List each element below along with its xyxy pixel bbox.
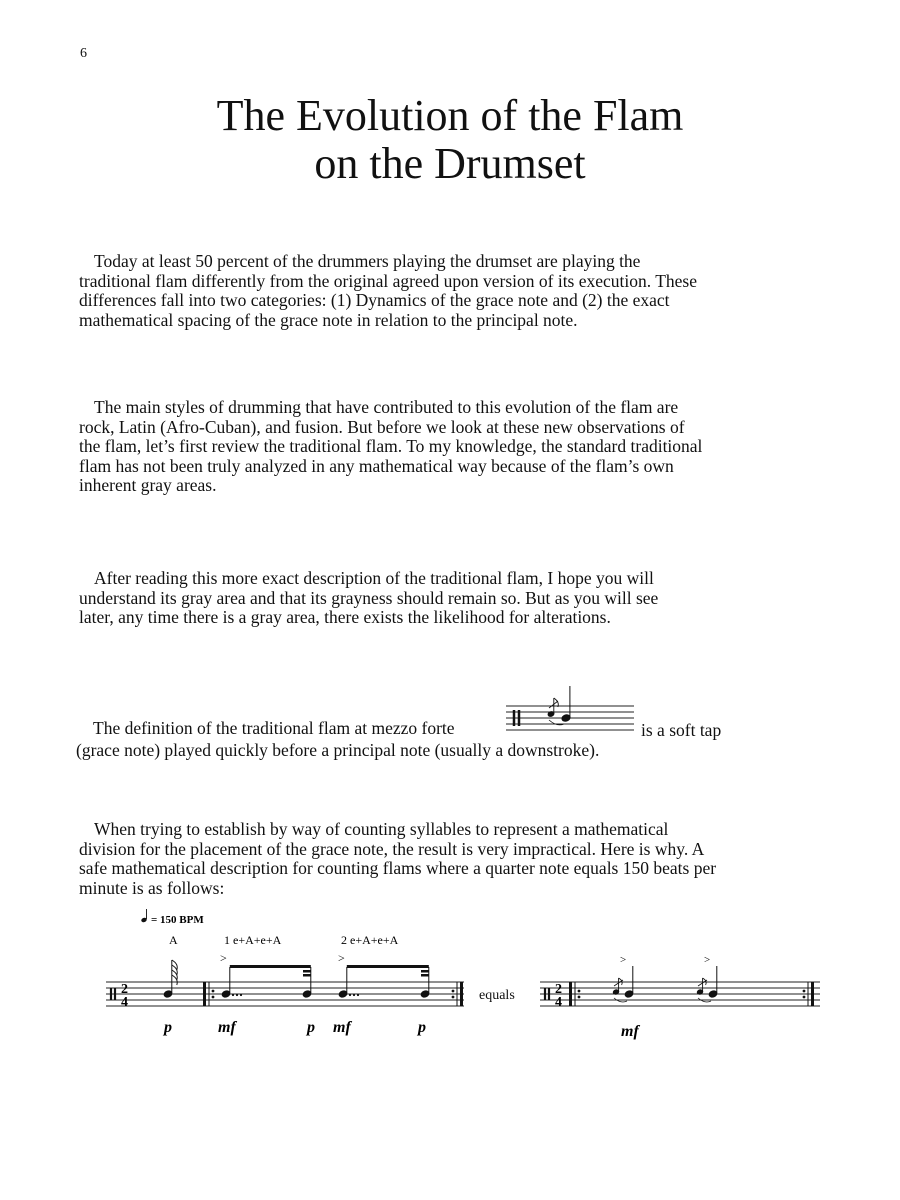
text-line: The main styles of drumming that have contributed to this evolution of the flam are	[94, 397, 679, 417]
time-signature-bottom: 4	[555, 995, 562, 1010]
paragraph-gray-area	[79, 569, 799, 628]
title-line-2: on the Drumset	[314, 139, 586, 188]
dynamic-marking: p	[164, 1019, 172, 1036]
text-line: minute is as follows:	[79, 877, 225, 898]
accent-icon: >	[338, 951, 345, 965]
dynamic-marking: mf	[333, 1019, 351, 1036]
text-line: division for the placement of the grace note, the result is very impractical. Here is why. A	[79, 838, 705, 859]
dynamics-markings	[162, 1019, 426, 1036]
definition-text-end: is a soft tap	[641, 720, 722, 740]
pickup-note-icon	[163, 960, 177, 998]
grace-note-icon	[547, 698, 558, 717]
equals-label: equals	[479, 988, 515, 1003]
flam-notation-figure	[506, 684, 638, 736]
dynamic-marking: p	[307, 1019, 315, 1036]
tempo-marking	[141, 909, 205, 926]
flam-note-icon	[697, 966, 718, 1002]
text-line: differences fall into two categories: (1) Dynamics of the grace note and (2) the exact	[79, 290, 670, 310]
tempo-text: = 150 BPM	[151, 914, 204, 926]
pickup-count: A	[169, 933, 178, 947]
principal-note-icon	[561, 686, 571, 722]
accent-icon: >	[620, 954, 627, 966]
text-line: rock, Latin (Afro-Cuban), and fusion. But before we look at these new observations of	[79, 416, 685, 437]
time-signature-top: 2	[121, 982, 128, 997]
time-signature-bottom: 4	[121, 995, 128, 1010]
text-line: inherent gray areas.	[79, 475, 217, 495]
text-line: traditional flam differently from the original agreed upon version of its execution. These	[79, 270, 697, 291]
page-title	[0, 92, 900, 188]
time-signature	[121, 982, 128, 1010]
text-line: flam has not been truly analyzed in any mathematical way because of the flam’s own	[79, 455, 674, 476]
dynamic-marking: mf	[218, 1019, 236, 1036]
text-line: later, any time there is a gray area, there exists the likelihood for alterations.	[79, 607, 611, 627]
time-signature-top: 2	[555, 982, 562, 997]
text-line: understand its gray area and that its grayness should remain so. But as you will see	[79, 587, 659, 608]
text-line: Today at least 50 percent of the drummers playing the drumset are playing the	[94, 251, 641, 271]
text-line: safe mathematical description for counting flams where a quarter note equals 150 beats per	[79, 858, 717, 878]
dynamic-marking: p	[418, 1019, 426, 1036]
definition-text-start: The definition of the traditional flam at mezzo forte	[93, 718, 455, 738]
accent-icon: >	[220, 951, 227, 965]
count-beat-1: 1 e+A+e+A	[224, 933, 282, 947]
text-line: After reading this more exact description of the traditional flam, I hope you will	[94, 568, 654, 588]
text-line: When trying to establish by way of counting syllables to represent a mathematical	[94, 819, 669, 839]
text-line: the flam, let’s first review the traditional flam. To my knowledge, the standard traditional	[79, 436, 703, 456]
music-example-flams	[536, 948, 826, 1048]
count-beat-2: 2 e+A+e+A	[341, 933, 399, 947]
definition-text-line-2: (grace note) played quickly before a principal note (usually a downstroke).	[76, 740, 600, 760]
text-line: mathematical spacing of the grace note in relation to the principal note.	[79, 309, 578, 330]
page-number: 6	[80, 46, 87, 61]
music-example-counting	[100, 908, 470, 1048]
accent-icon: >	[704, 954, 711, 966]
flam-note-icon	[613, 966, 634, 1002]
paragraph-drumming-styles	[79, 398, 799, 496]
paragraph-counting-syllables	[79, 820, 799, 898]
dynamic-marking: mf	[621, 1023, 639, 1040]
staff-lines	[106, 982, 464, 1006]
time-signature	[555, 982, 562, 1010]
paragraph-dynamics-intro	[79, 252, 799, 330]
title-line-1: The Evolution of the Flam	[216, 91, 684, 140]
staff-lines	[540, 982, 820, 1006]
